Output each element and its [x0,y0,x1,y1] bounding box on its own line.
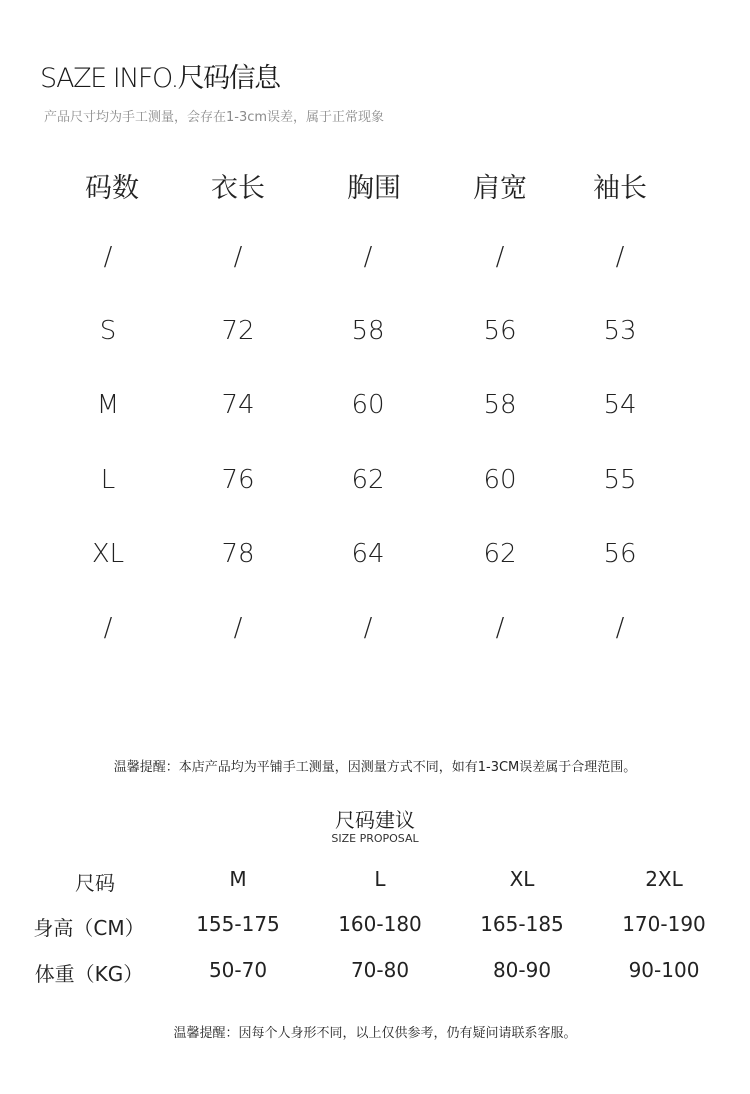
proposal-title: 尺码建议 [335,808,415,832]
size-table-cell: 53 [603,316,637,346]
proposal-header-size: L [374,867,386,891]
proposal-row-label-weight: 体重（KG） [34,962,144,986]
size-table-cell: / [495,242,505,272]
size-table-cell: 74 [221,390,255,420]
proposal-cell: 155-175 [196,912,280,936]
size-table-header-sleeve: 袖长 [593,173,647,204]
proposal-header-size: XL [509,867,535,891]
proposal-cell: 50-70 [208,958,268,982]
size-table-cell: 55 [603,465,637,495]
size-table-cell: S [99,316,117,346]
size-table-cell: L [100,465,116,495]
size-table-cell: 62 [483,539,517,569]
size-table-cell: / [363,613,373,643]
size-table-cell: / [103,613,113,643]
proposal-header-size: 2XL [645,867,683,891]
size-table-cell: M [96,390,120,420]
proposal-cell: 70-80 [350,958,410,982]
size-table-cell: / [233,242,243,272]
proposal-cell: 160-180 [338,912,422,936]
size-table-cell: / [233,613,243,643]
size-table-header-length: 衣长 [211,173,265,204]
proposal-cell: 90-100 [628,958,700,982]
size-table-header-chest: 胸围 [347,173,401,204]
size-table-cell: 58 [483,390,517,420]
size-table-header-size: 码数 [85,173,139,204]
size-table-cell: 78 [221,539,255,569]
proposal-subtitle: SIZE PROPOSAL [331,832,419,845]
page-subtitle: 产品尺寸均为手工测量，会存在1-3cm误差，属于正常现象 [44,110,385,125]
proposal-cell: 170-190 [622,912,706,936]
size-table-cell: 60 [351,390,385,420]
size-table-cell: 76 [221,465,255,495]
measurement-note: 温馨提醒：本店产品均为平铺手工测量，因测量方式不同，如有1-3CM误差属于合理范围。 [113,760,637,775]
reference-note: 温馨提醒：因每个人身形不同，以上仅供参考，仍有疑问请联系客服。 [173,1026,577,1041]
size-table-cell: 60 [483,465,517,495]
size-table-cell: XL [91,539,125,569]
size-table-header-shoulder: 肩宽 [473,173,527,204]
size-table-cell: / [615,613,625,643]
size-table-cell: / [615,242,625,272]
size-table-cell: 72 [221,316,255,346]
proposal-row-label-height: 身高（CM） [33,916,145,940]
proposal-header-label: 尺码 [75,871,115,895]
size-table-cell: 54 [603,390,637,420]
size-table-cell: / [363,242,373,272]
size-table-cell: 56 [603,539,637,569]
size-table-cell: 56 [483,316,517,346]
size-table-cell: / [103,242,113,272]
size-table-cell: 64 [351,539,385,569]
size-table-cell: 58 [351,316,385,346]
size-table-cell: 62 [351,465,385,495]
proposal-header-size: M [229,867,247,891]
proposal-cell: 165-185 [480,912,564,936]
proposal-cell: 80-90 [492,958,552,982]
size-table-cell: / [495,613,505,643]
page-title: SAZE INFO.尺码信息 [40,63,280,94]
